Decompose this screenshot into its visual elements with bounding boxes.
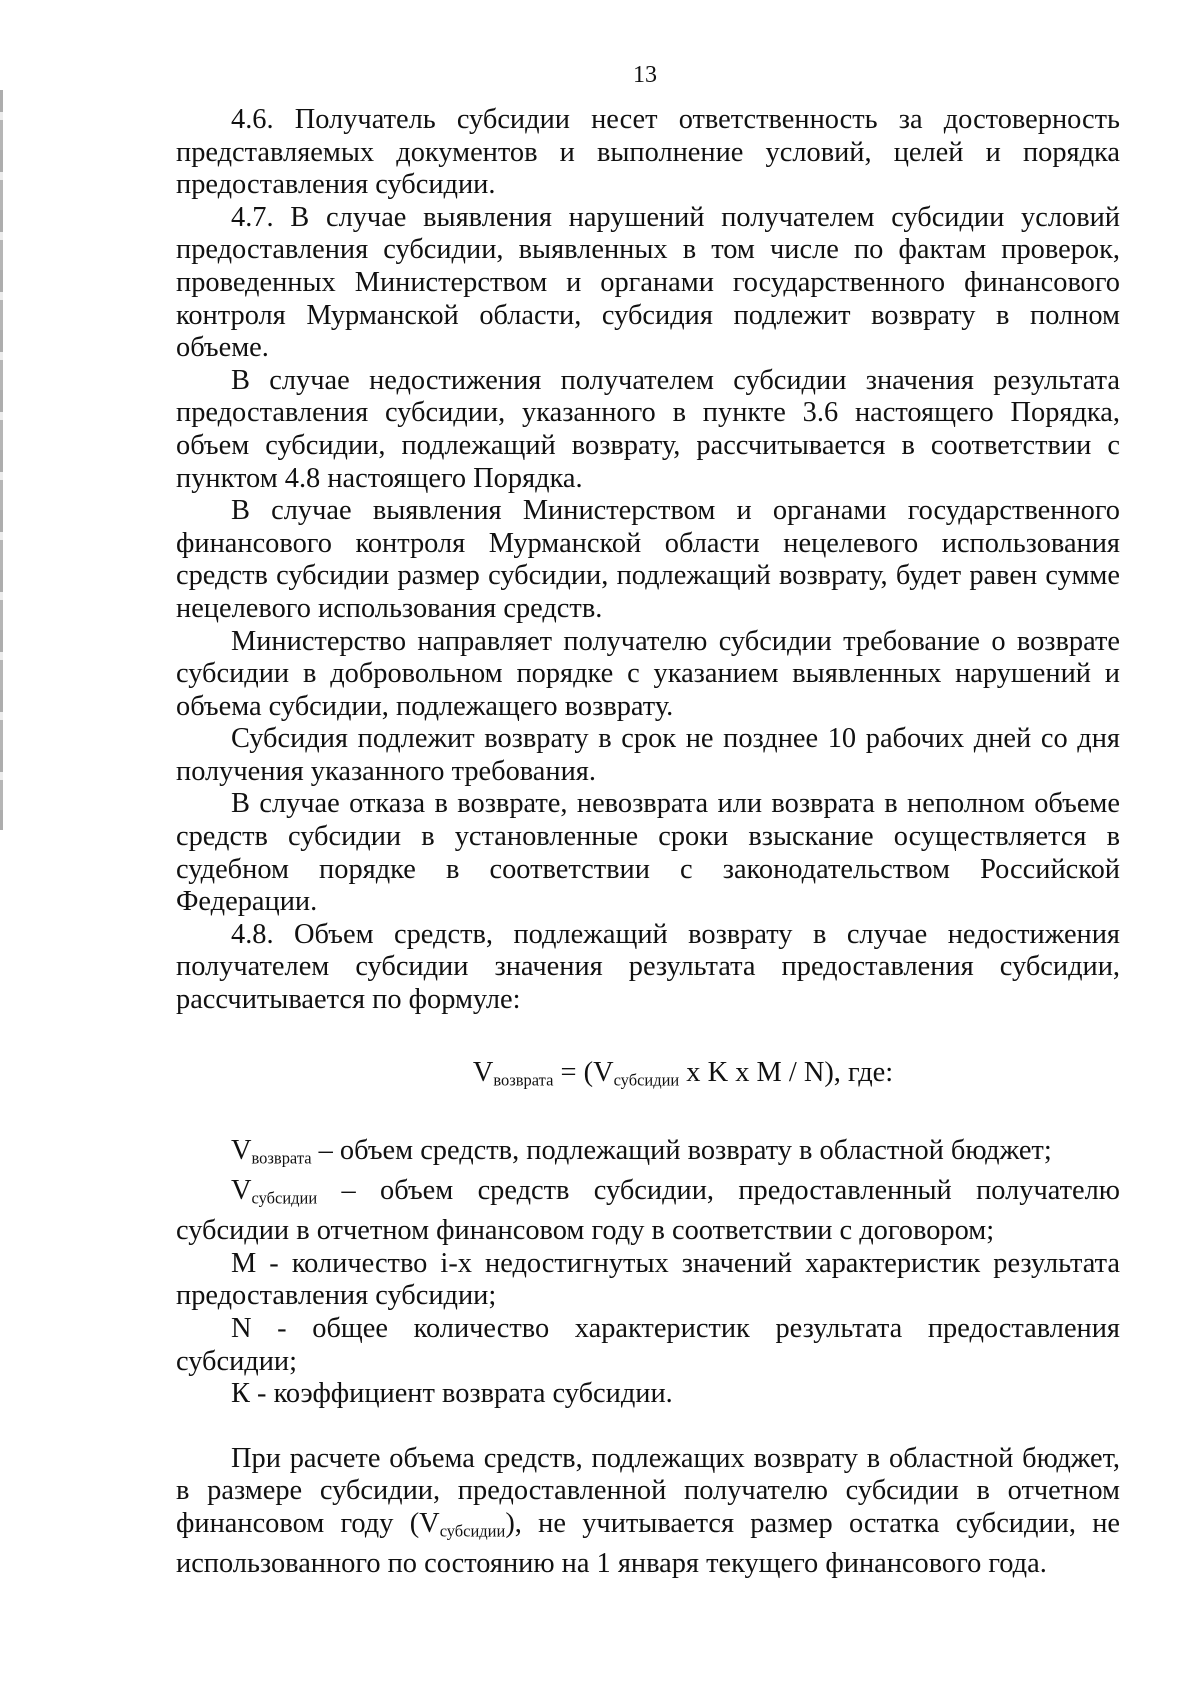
definition-k: К - коэффициент возврата субсидии. xyxy=(231,1378,673,1410)
definition-v-subsidy-sub: субсидии xyxy=(251,1188,318,1208)
page-number: 13 xyxy=(633,62,657,88)
definition-v-subsidy-letter: V xyxy=(231,1175,252,1207)
formula-v-subsidy: V xyxy=(593,1056,614,1088)
final-paragraph xyxy=(176,1443,1120,1581)
paragraph-court: В случае отказа в возврате, невозврата или возврата в неполном объеме средств субсидии в установленные сроки взыскание осуществляется в судебном порядке в соответствии с законодательством Российской Федерации. xyxy=(176,788,1120,918)
definition-v-return-sub: возврата xyxy=(251,1148,312,1168)
definition-v-return-text: – объем средств, подлежащий возврату в областной бюджет; xyxy=(311,1134,1052,1166)
definition-v-subsidy xyxy=(176,1175,1120,1248)
paragraph-deadline: Субсидия подлежит возврату в срок не позднее 10 рабочих дней со дня получения указанного требования. xyxy=(176,723,1120,787)
paragraph-misuse: В случае выявления Министерством и органами государственного финансового контроля Мурманской области нецелевого использования средств субсидии размер субсидии, подлежащий возврату, будет равен сумме нецелевого использования средств. xyxy=(176,495,1120,624)
final-paragraph-part1: При расчете объема средств, подлежащих возврату в областной бюджет, в размере субсидии, предоставленной получателю субсидии в отчетном финансовом году (V xyxy=(176,1442,1120,1539)
formula-equals: = ( xyxy=(553,1056,594,1088)
paragraph-4-7: 4.7. В случае выявления нарушений получателем субсидии условий предоставления субсидии, выявленных в том числе по фактам проверок, проведенных Министерством и органами государственного финансового контроля Мурманской области, субсидия подлежит возврату в полном объеме. xyxy=(176,201,1120,364)
formula-rest: x K x M / N), где: xyxy=(679,1056,894,1088)
document-body xyxy=(176,104,1120,1581)
formula-sub-subsidy: субсидии xyxy=(613,1070,680,1090)
definition-n: N - общее количество характеристик результата предоставления субсидии; xyxy=(176,1313,1120,1377)
paragraph-4-8: 4.8. Объем средств, подлежащий возврату в случае недостижения получателем субсидии значения результата предоставления субсидии, рассчитывается по формуле: xyxy=(176,918,1120,1016)
paragraph-4-6: 4.6. Получатель субсидии несет ответственность за достоверность представляемых документов и выполнение условий, целей и порядка предоставления субсидии. xyxy=(176,104,1120,201)
definition-v-subsidy-text: – объем средств субсидии, предоставленный получателю субсидии в отчетном финансовом году в соответствии с договором; xyxy=(176,1175,1120,1247)
return-formula xyxy=(176,1057,1120,1097)
definition-m: М - количество i-х недостигнутых значений характеристик результата предоставления субсидии; xyxy=(176,1247,1120,1312)
definition-v-return-letter: V xyxy=(231,1134,252,1166)
paragraph-non-achievement: В случае недостижения получателем субсидии значения результата предоставления субсидии, указанного в пункте 3.6 настоящего Порядка, объем субсидии, подлежащий возврату, рассчитывается в соответствии с пунктом 4.8 настоящего Порядка. xyxy=(176,364,1120,494)
scan-edge-artifact xyxy=(0,90,3,830)
final-paragraph-sub: субсидии xyxy=(439,1521,506,1541)
formula-sub-return: возврата xyxy=(493,1070,554,1090)
definition-v-return xyxy=(176,1135,1120,1175)
final-paragraph-part2: ), не учитывается размер остатка субсидии, не использованного по состоянию на 1 января текущего финансового года. xyxy=(176,1507,1121,1580)
paragraph-requirement: Министерство направляет получателю субсидии требование о возврате субсидии в добровольном порядке с указанием выявленных нарушений и объема субсидии, подлежащего возврату. xyxy=(176,625,1120,722)
formula-v-return: V xyxy=(472,1056,494,1088)
